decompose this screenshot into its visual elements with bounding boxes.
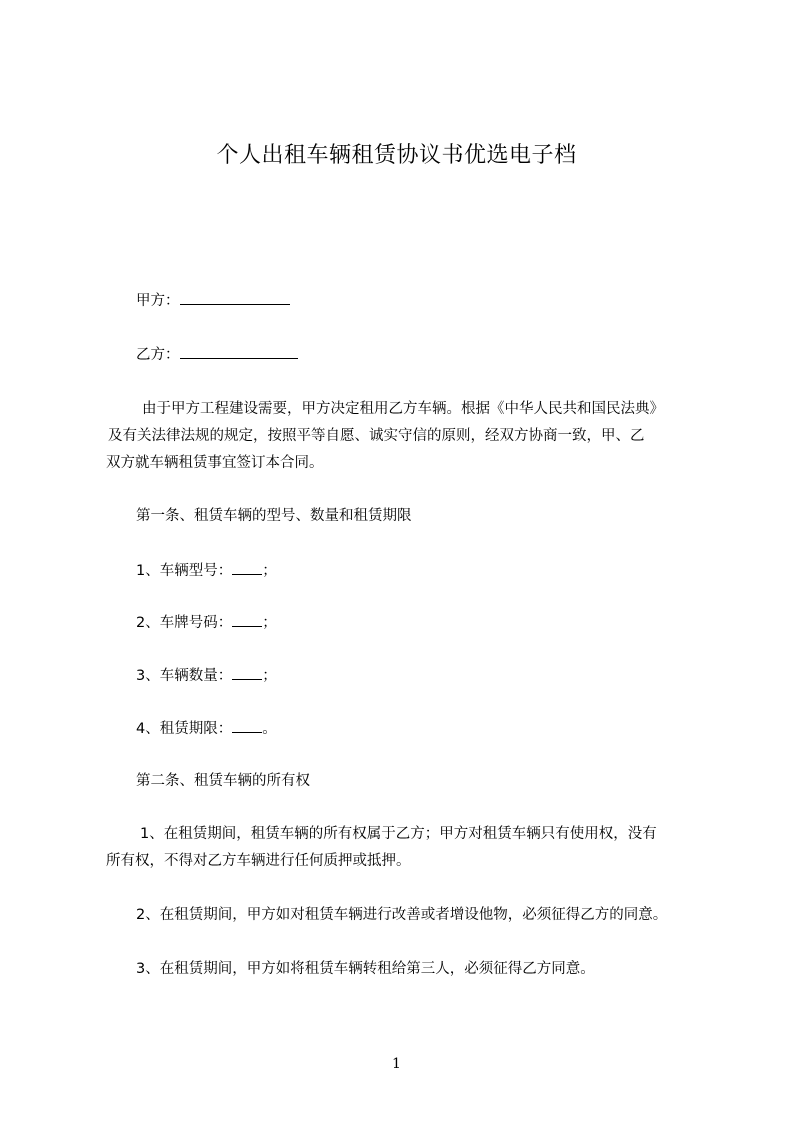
party-a-line xyxy=(136,290,290,311)
item-suffix: ； xyxy=(262,563,277,579)
document-title: 个人出租车辆租赁协议书优选电子档 xyxy=(216,143,577,168)
intro-line-1: 由于甲方工程建设需要，甲方决定租用乙方车辆。根据《中华人民共和国民法典》 xyxy=(142,401,664,417)
article2-item2: 2、在租赁期间，甲方如对租赁车辆进行改善或者增设他物，必须征得乙方的同意。 xyxy=(136,907,668,923)
article2-item1-line1: 1、在租赁期间，租赁车辆的所有权属于乙方；甲方对租赁车辆只有使用权，没有 xyxy=(140,826,657,842)
item-blank xyxy=(232,612,262,627)
page-number: 1 xyxy=(392,1056,401,1072)
party-b-line xyxy=(136,344,298,365)
item-suffix: 。 xyxy=(262,721,277,737)
item-suffix: ； xyxy=(262,668,277,684)
party-a-label: 甲方： xyxy=(136,293,180,309)
article1-item-4 xyxy=(136,718,277,739)
party-a-blank xyxy=(180,290,290,305)
item-label: 4、租赁期限： xyxy=(136,721,233,737)
party-b-label: 乙方： xyxy=(136,347,180,363)
article1-item-2 xyxy=(136,612,277,633)
party-b-blank xyxy=(180,344,298,359)
article2-item1-line2: 所有权，不得对乙方车辆进行任何质押或抵押。 xyxy=(106,853,411,869)
item-blank xyxy=(232,718,262,733)
item-blank xyxy=(232,560,262,575)
article2-heading: 第二条、租赁车辆的所有权 xyxy=(136,773,310,789)
item-blank xyxy=(232,665,262,680)
article1-heading: 第一条、租赁车辆的型号、数量和租赁期限 xyxy=(136,508,412,524)
item-label: 3、车辆数量： xyxy=(136,668,233,684)
item-label: 2、车牌号码： xyxy=(136,615,233,631)
article1-item-1 xyxy=(136,560,277,581)
intro-line-3: 双方就车辆租赁事宜签订本合同。 xyxy=(106,455,324,471)
item-label: 1、车辆型号： xyxy=(136,563,233,579)
intro-line-2: 及有关法律法规的规定，按照平等自愿、诚实守信的原则，经双方协商一致，甲、乙 xyxy=(108,428,645,444)
item-suffix: ； xyxy=(262,615,277,631)
article1-item-3 xyxy=(136,665,277,686)
article2-item3: 3、在租赁期间，甲方如将租赁车辆转租给第三人，必须征得乙方同意。 xyxy=(136,961,595,977)
